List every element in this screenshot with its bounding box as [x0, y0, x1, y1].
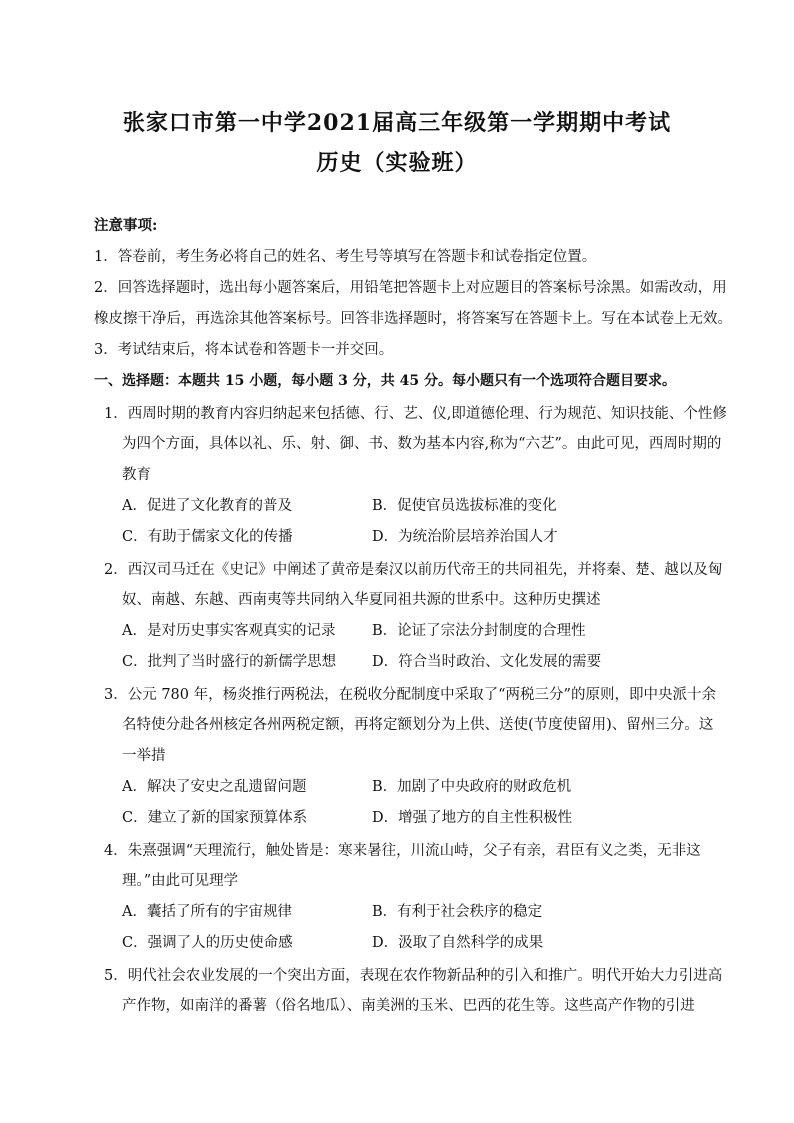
question-1-line-2: 为四个方面，具体以礼、乐、射、御、书、数为基本内容,称为“六艺”。由此可见，西周时期的 — [122, 436, 722, 452]
question-2-option-b: B．论证了宗法分封制度的合理性 — [372, 623, 586, 639]
question-4-option-d: D．汲取了自然科学的成果 — [372, 935, 544, 951]
question-3-option-d: D．增强了地方的自主性积极性 — [372, 810, 573, 826]
question-3-line-3: 一举措 — [122, 748, 166, 764]
question-4-line-2: 理。”由此可见理学 — [122, 873, 239, 889]
question-2-option-c: C．批判了当时盛行的新儒学思想 — [122, 654, 337, 670]
question-4-option-c: C．强调了人的历史使命感 — [122, 935, 293, 951]
question-4-option-a: A．囊括了所有的宇宙规律 — [122, 904, 292, 920]
exam-subtitle: 历史（实验班） — [316, 150, 478, 176]
notice-item-3: 3．考试结束后，将本试卷和答题卡一并交回。 — [94, 342, 394, 358]
question-1-line-1: 1．西周时期的教育内容归纳起来包括德、行、艺、仪,即道德伦理、行为规范、知识技能、个性修 — [104, 406, 727, 422]
question-3-option-c: C．建立了新的国家预算体系 — [122, 810, 308, 826]
question-4-option-b: B．有利于社会秩序的稳定 — [372, 904, 543, 920]
question-1-option-b: B．促使官员选拔标准的变化 — [372, 498, 557, 514]
question-5-line-2: 产作物，如南洋的番薯（俗名地瓜）、南美洲的玉米、巴西的花生等。这些高产作物的引进 — [122, 998, 695, 1014]
notice-item-2-line-1: 2．回答选择题时，选出每小题答案后，用铅笔把答题卡上对应题目的答案标号涂黑。如需改动，用 — [94, 280, 727, 296]
question-1-option-a: A．促进了文化教育的普及 — [122, 498, 292, 514]
question-3-option-a: A．解决了安史之乱遗留问题 — [122, 779, 307, 795]
question-3-line-2: 名特使分赴各州核定各州两税定额，再将定额划分为上供、送使(节度使留用)、留州三分。这 — [122, 717, 714, 733]
notice-item-2-line-2: 橡皮擦干净后，再选涂其他答案标号。回答非选择题时，将答案写在答题卡上。写在本试卷上无效。 — [94, 311, 732, 327]
notice-item-1: 1．答卷前，考生务必将自己的姓名、考生号等填写在答题卡和试卷指定位置。 — [94, 249, 597, 265]
question-3-option-b: B．加剧了中央政府的财政危机 — [372, 779, 572, 795]
exam-title: 张家口市第一中学2021届高三年级第一学期期中考试 — [122, 110, 672, 136]
question-2-option-a: A．是对历史事实客观真实的记录 — [122, 623, 336, 639]
question-2-option-d: D．符合当时政治、文化发展的需要 — [372, 654, 602, 670]
notice-heading: 注意事项: — [94, 217, 158, 234]
question-2-line-1: 2．西汉司马迁在《史记》中阐述了黄帝是秦汉以前历代帝王的共同祖先，并将秦、楚、越以及匈 — [104, 562, 723, 578]
question-2-line-2: 奴、南越、东越、西南夷等共同纳入华夏同祖共源的世系中。这种历史撰述 — [122, 592, 601, 608]
question-1-option-d: D．为统治阶层培养治国人才 — [372, 529, 558, 545]
question-1-option-c: C．有助于儒家文化的传播 — [122, 529, 293, 545]
question-4-line-1: 4．朱熹强调“天理流行，触处皆是：寒来暑往，川流山峙，父子有亲，君臣有义之类，无非这 — [104, 843, 701, 859]
section-heading: 一、选择题：本题共 15 小题，每小题 3 分，共 45 分。每小题只有一个选项符合题目要求。 — [94, 373, 676, 389]
question-3-line-1: 3．公元 780 年，杨炎推行两税法，在税收分配制度中采取了“两税三分”的原则，即中央派十余 — [104, 687, 716, 703]
question-1-line-3: 教育 — [122, 467, 151, 483]
question-5-line-1: 5．明代社会农业发展的一个突出方面，表现在农作物新品种的引入和推广。明代开始大力引进高 — [104, 968, 723, 984]
